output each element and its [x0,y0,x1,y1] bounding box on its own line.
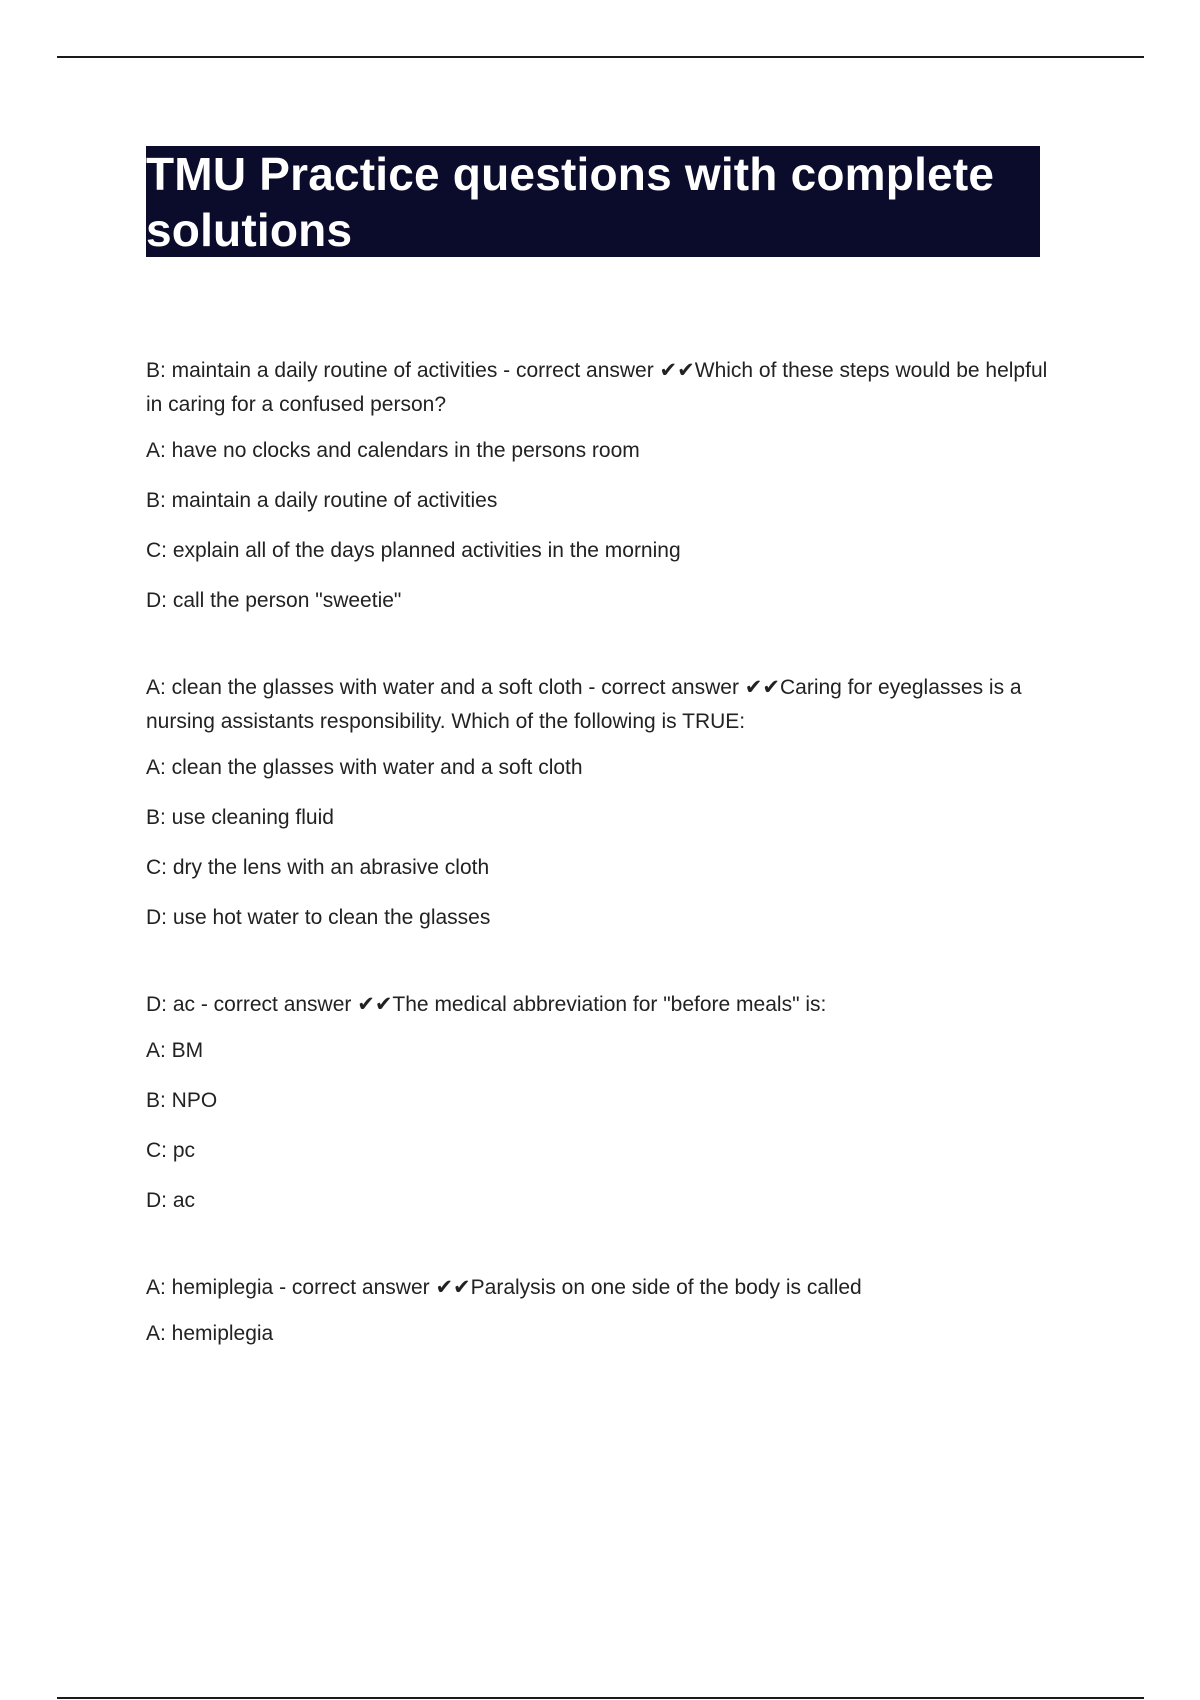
question-text: Paralysis on one side of the body is called [470,1276,862,1299]
question-block [146,671,1066,933]
questions-list [146,354,1066,1404]
answer-option: A: BM [146,1039,204,1062]
correct-answer-marker: - correct answer ✔✔ [195,993,393,1016]
correct-answer-marker: - correct answer ✔✔ [273,1276,471,1299]
question-block [146,1271,1066,1349]
answer-option: C: dry the lens with an abrasive cloth [146,856,490,879]
correct-answer: D: ac [146,993,196,1016]
question-line [146,671,1066,739]
title-banner [146,146,1040,257]
answer-option: B: maintain a daily routine of activities [146,489,498,512]
answer-option: A: hemiplegia [146,1322,274,1345]
correct-answer: A: hemiplegia [146,1276,274,1299]
question-text: Caring for eyeglasses is a nursing assistants responsibility. Which of the following is TRUE: [146,676,1022,733]
answer-option: B: NPO [146,1089,218,1112]
correct-answer-marker: - correct answer ✔✔ [582,676,780,699]
document-title: TMU Practice questions with complete solutions [146,148,995,256]
question-line [146,354,1066,422]
answer-option: A: have no clocks and calendars in the persons room [146,439,640,462]
question-line [146,988,1066,1022]
correct-answer: B: maintain a daily routine of activities [146,359,498,382]
answer-option: C: explain all of the days planned activities in the morning [146,539,681,562]
answer-option: B: use cleaning fluid [146,806,334,829]
question-block [146,988,1066,1216]
top-rule [57,56,1144,58]
answer-option: D: call the person "sweetie" [146,589,402,612]
question-block [146,354,1066,616]
question-line [146,1271,1066,1305]
bottom-rule [57,1697,1144,1699]
correct-answer-marker: - correct answer ✔✔ [497,359,695,382]
answer-option: D: ac [146,1189,196,1212]
answer-option: A: clean the glasses with water and a soft cloth [146,756,583,779]
question-text: Which of these steps would be helpful in caring for a confused person? [146,359,1048,416]
answer-option: D: use hot water to clean the glasses [146,906,491,929]
answer-option: C: pc [146,1139,196,1162]
correct-answer: A: clean the glasses with water and a soft cloth [146,676,583,699]
question-text: The medical abbreviation for "before meals" is: [392,993,827,1016]
